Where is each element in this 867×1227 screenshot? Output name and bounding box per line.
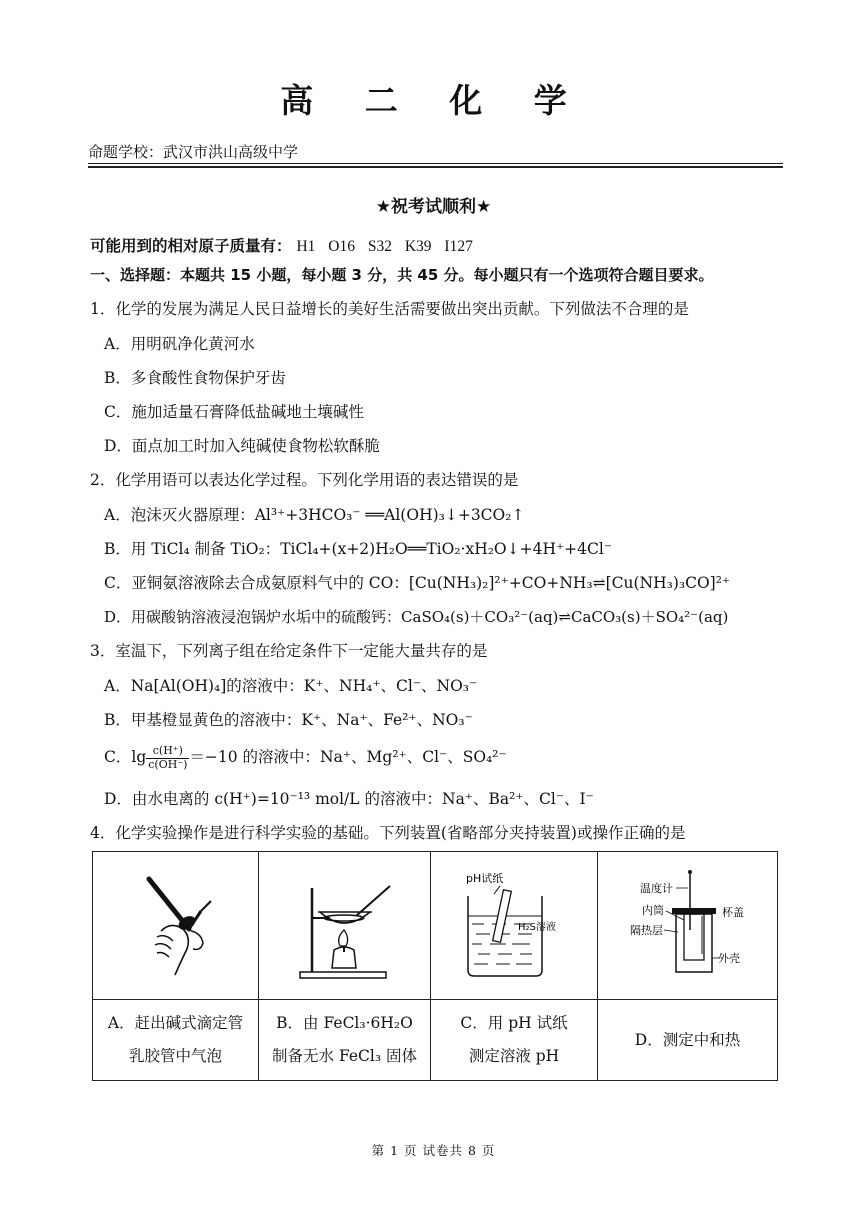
h2s-label: H₂S溶液 [518,921,556,933]
q4-caption-b-line1: B．由 FeCl₃·6H₂O [276,1014,413,1032]
lid-label: 杯盖 [721,905,744,919]
q4-figure-c [431,852,598,1000]
q1-stem: 1．化学的发展为满足人民日益增长的美好生活需要做出突出贡献。下列做法不合理的是 [90,300,689,318]
evaporating-dish-stand-icon [290,868,400,983]
q4-figure-a [93,852,259,1000]
page-footer: 第 1 页 试卷共 8 页 [371,1143,496,1158]
q2-option-b: B．用 TiCl₄ 制备 TiO₂：TiCl₄+(x+2)H₂O══TiO₂·xH₂O↓+4H⁺+4Cl⁻ [104,540,613,558]
inner-cup-label: 内筒 [641,903,664,917]
q3-option-a: A．Na[Al(OH)₄]的溶液中：K⁺、NH₄⁺、Cl⁻、NO₃⁻ [104,677,478,695]
q4-figure-row [93,852,778,1000]
q4-table [92,851,778,1081]
q1-option-c: C．施加适量石膏降低盐碱地土壤碱性 [104,403,364,421]
q4-figure-b [259,852,431,1000]
q4-caption-c-line2: 测定溶液 pH [468,1047,560,1065]
q4-caption-a-line1: A．赶出碱式滴定管 [107,1014,244,1032]
q4-caption-row [93,1000,778,1081]
q1-option-b: B．多食酸性食物保护牙齿 [104,369,286,387]
header-rule-thick [88,166,783,168]
atomic-masses-values: H1 O16 S32 K39 I127 [296,238,473,255]
q3-fraction-denominator: c(OH⁻) [148,757,188,771]
burette-hand-icon [131,871,221,981]
insulation-label: 隔热层 [629,923,663,937]
school-line: 命题学校：武汉市洪山高级中学 [88,143,299,161]
header-rule-thin [88,163,783,164]
q3-option-c-prefix: C．lg [104,748,147,766]
q3-fraction-numerator: c(H⁺) [146,745,189,758]
exam-title: 高 二 化 学 [280,81,587,120]
q4-caption-b [259,1000,431,1081]
q4-caption-c [431,1000,598,1081]
beaker-ph-paper-icon [454,866,574,986]
q4-caption-a [93,1000,259,1081]
shell-label: 外壳 [717,951,740,965]
q4-caption-d [598,1000,778,1081]
q4-figure-d [598,852,778,1000]
q3-option-c-rest: ＝−10 的溶液中：Na⁺、Mg²⁺、Cl⁻、SO₄²⁻ [189,748,507,766]
q2-option-d: D．用碳酸钠溶液浸泡锅炉水垢中的硫酸钙：CaSO₄(s)＋CO₃²⁻(aq)⇌CaCO₃(s)＋SO₄²⁻(aq) [104,608,729,626]
q1-option-a: A．用明矾净化黄河水 [104,335,255,353]
wish-line: ★祝考试顺利★ [375,197,492,217]
q4-stem: 4．化学实验操作是进行科学实验的基础。下列装置(省略部分夹持装置)或操作正确的是 [90,824,686,842]
q2-option-c: C．亚铜氨溶液除去合成氨原料气中的 CO：[Cu(NH₃)₂]²⁺+CO+NH₃⇌[Cu(NH₃)₃CO]²⁺ [104,574,731,592]
section-heading: 一、选择题：本题共 15 小题，每小题 3 分，共 45 分。每小题只有一个选项符合题目要求。 [90,266,714,284]
thermometer-label: 温度计 [639,881,673,895]
q2-stem: 2．化学用语可以表达化学过程。下列化学用语的表达错误的是 [90,471,519,489]
q4-caption-d-line1: D．测定中和热 [634,1030,741,1049]
q4-caption-a-line2: 乳胶管中气泡 [128,1047,222,1065]
q3-fraction [146,745,189,770]
q3-stem: 3．室温下，下列离子组在给定条件下一定能大量共存的是 [90,642,488,660]
q3-option-b: B．甲基橙显黄色的溶液中：K⁺、Na⁺、Fe²⁺、NO₃⁻ [104,711,473,729]
q3-option-d: D．由水电离的 c(H⁺)=10⁻¹³ mol/L 的溶液中：Na⁺、Ba²⁺、Cl⁻、I⁻ [104,790,594,808]
q2-option-a: A．泡沫灭火器原理：Al³⁺+3HCO₃⁻ ══Al(OH)₃↓+3CO₂↑ [104,506,525,524]
atomic-masses [90,234,473,256]
q1-option-d: D．面点加工时加入纯碱使食物松软酥脆 [104,437,380,455]
q3-option-c [104,742,507,772]
atomic-masses-label: 可能用到的相对原子质量有： [90,237,292,255]
ph-paper-label: pH试纸 [466,871,504,885]
q4-caption-b-line2: 制备无水 FeCl₃ 固体 [272,1047,417,1065]
calorimeter-icon [608,866,768,986]
q4-caption-c-line1: C．用 pH 试纸 [460,1014,568,1032]
